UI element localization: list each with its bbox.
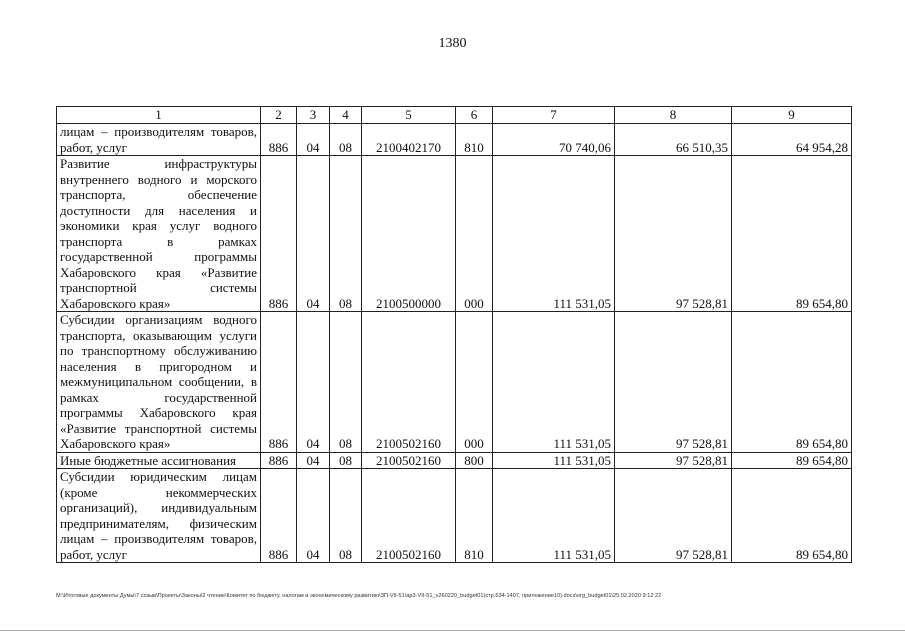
header-col-6: 6 <box>456 107 493 124</box>
row-section: 04 <box>297 469 330 563</box>
row-expense-type: 810 <box>456 469 493 563</box>
row-amount-year2: 97 528,81 <box>615 452 732 469</box>
row-amount-year2: 97 528,81 <box>615 312 732 453</box>
row-amount-year1: 70 740,06 <box>493 124 615 156</box>
table-header-row <box>57 107 852 124</box>
header-col-8: 8 <box>615 107 732 124</box>
row-target-article: 2100502160 <box>362 312 456 453</box>
row-amount-year3: 89 654,80 <box>732 312 852 453</box>
row-target-article: 2100502160 <box>362 452 456 469</box>
header-col-9: 9 <box>732 107 852 124</box>
header-col-1: 1 <box>57 107 261 124</box>
row-section: 04 <box>297 156 330 312</box>
row-amount-year2: 97 528,81 <box>615 469 732 563</box>
row-expense-type: 000 <box>456 312 493 453</box>
row-amount-year1: 111 531,05 <box>493 452 615 469</box>
row-code-ministry: 886 <box>261 312 297 453</box>
row-amount-year3: 89 654,80 <box>732 469 852 563</box>
row-code-ministry: 886 <box>261 124 297 156</box>
budget-table <box>56 106 852 563</box>
row-name: Развитие инфраструктуры внутреннего водного и морского транспорта, обеспечение доступности для населения и экономики края услуг водного транспорта в рамках государственной программы Хабаровского края «Развитие транспортной системы Хабаровского края» <box>57 156 261 312</box>
header-col-7: 7 <box>493 107 615 124</box>
row-amount-year1: 111 531,05 <box>493 469 615 563</box>
header-col-4: 4 <box>330 107 362 124</box>
header-col-3: 3 <box>297 107 330 124</box>
table-row <box>57 312 852 453</box>
row-code-ministry: 886 <box>261 156 297 312</box>
table-row <box>57 469 852 563</box>
row-code-ministry: 886 <box>261 469 297 563</box>
row-name: Иные бюджетные ассигнования <box>57 452 261 469</box>
row-target-article: 2100402170 <box>362 124 456 156</box>
page-number: 1380 <box>438 36 467 51</box>
document-path-footer: M:\Итоговые документы Думы\7 созыв\Проекты\Законы\2 чтение\Комитет по бюджету, налогам и экономическому развитию\ЗП-VII-51\ap3-VII-51_v260220_budget01(стр.634-1407, приложение10).docx\org_budget01\25.02.2020 9:12:22 <box>56 593 662 599</box>
row-expense-type: 000 <box>456 156 493 312</box>
row-amount-year2: 66 510,35 <box>615 124 732 156</box>
row-expense-type: 810 <box>456 124 493 156</box>
row-subsection: 08 <box>330 469 362 563</box>
row-code-ministry: 886 <box>261 452 297 469</box>
row-expense-type: 800 <box>456 452 493 469</box>
table-row <box>57 452 852 469</box>
row-subsection: 08 <box>330 452 362 469</box>
row-subsection: 08 <box>330 156 362 312</box>
row-section: 04 <box>297 124 330 156</box>
row-amount-year1: 111 531,05 <box>493 156 615 312</box>
row-amount-year2: 97 528,81 <box>615 156 732 312</box>
row-amount-year3: 89 654,80 <box>732 452 852 469</box>
row-amount-year3: 64 954,28 <box>732 124 852 156</box>
row-amount-year1: 111 531,05 <box>493 312 615 453</box>
header-col-5: 5 <box>362 107 456 124</box>
row-name: Субсидии юридическим лицам (кроме некоммерческих организаций), индивидуальным предпринимателям, физическим лицам – производителям товаров, работ, услуг <box>57 469 261 563</box>
table-row <box>57 156 852 312</box>
row-section: 04 <box>297 452 330 469</box>
row-subsection: 08 <box>330 312 362 453</box>
row-section: 04 <box>297 312 330 453</box>
table-row <box>57 124 852 156</box>
row-target-article: 2100502160 <box>362 469 456 563</box>
page-edge-divider <box>0 630 905 631</box>
row-name: лицам – производителям товаров, работ, услуг <box>57 124 261 156</box>
row-name: Субсидии организациям водного транспорта, оказывающим услуги по транспортному обслуживанию населения в пригородном и межмуниципальном сообщении, в рамках государственной программы Хабаровского края «Развитие транспортной системы Хабаровского края» <box>57 312 261 453</box>
row-subsection: 08 <box>330 124 362 156</box>
header-col-2: 2 <box>261 107 297 124</box>
row-target-article: 2100500000 <box>362 156 456 312</box>
row-amount-year3: 89 654,80 <box>732 156 852 312</box>
